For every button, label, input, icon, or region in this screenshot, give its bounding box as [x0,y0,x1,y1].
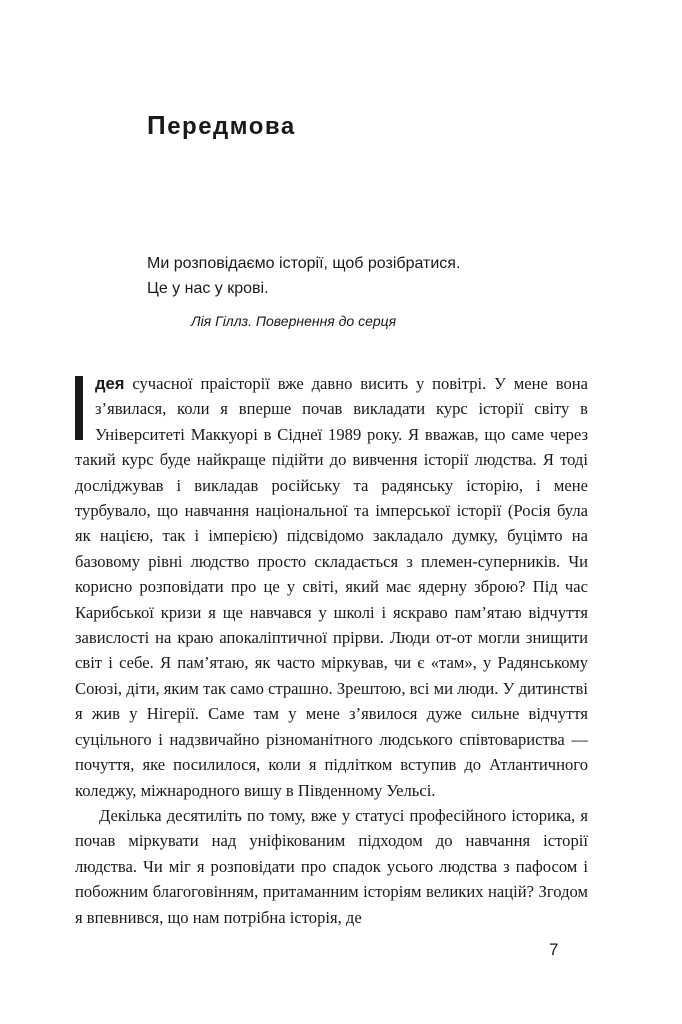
body-text [75,371,588,930]
paragraph-2: Декілька десятиліть по тому, вже у статусі професійного історика, я почав міркувати над уніфікованим підходом до навчання історії людства. Чи міг я розповідати про спадок усього людства з пафосом і побожним благоговінням, притаманним історіям великих націй? Згодом я впевнився, що нам потрібна історія, де [75,805,588,927]
dropcap [75,376,83,440]
chapter-title [147,110,296,141]
epigraph-line-1: Ми розповідаємо історії, щоб розібратися. [147,255,461,272]
chapter-title-rest: ередмова [167,113,296,140]
epigraph [147,251,587,334]
chapter-title-lead: П [147,110,168,140]
epigraph-attribution: Лія Гіллз. Повернення до серця [191,313,397,329]
page-number: 7 [549,940,559,959]
paragraph-1 [75,371,588,803]
first-word: дея [95,374,125,393]
paragraph-1-text: сучасної праісторії вже давно висить у повітрі. У мене вона з’явилася, коли я вперше почав викладати курс історії світу в Університеті Маккуорі в Сіднеї 1989 року. Я вважав, що саме через такий курс буде найкраще підійти до вивчення історії людства. Я тоді досліджував і викладав російську та радянську історію, і мене турбувало, що навчання національної та імперської історії (Росія була як нацією, так і імперією) підсвідомо закладало думку, буцімто на базовому рівні людство просто складається з племен-суперників. Чи корисно розповідати про це у світі, який має ядерну зброю? Під час Карибської кризи я ще навчався у школі і яскраво пам’ятаю відчуття завислості на краю апокаліптичної прірви. Люди от-от могли знищити світ і себе. Я пам’ятаю, як часто міркував, чи є «там», у Радянському Союзі, діти, яким так само страшно. Зрештою, всі ми люди. У дитинстві я жив у Нігерії. Саме там у мене з’явилося дуже сильне відчуття суцільного і надзвичайно різноманітного людського співтовариства — почуття, яке посилилося, коли я підлітком вступив до Атлантичного коледжу, міжнародного вишу в Південному Уельсі. [75,374,588,800]
epigraph-line-2: Це у нас у крові. [147,280,269,297]
